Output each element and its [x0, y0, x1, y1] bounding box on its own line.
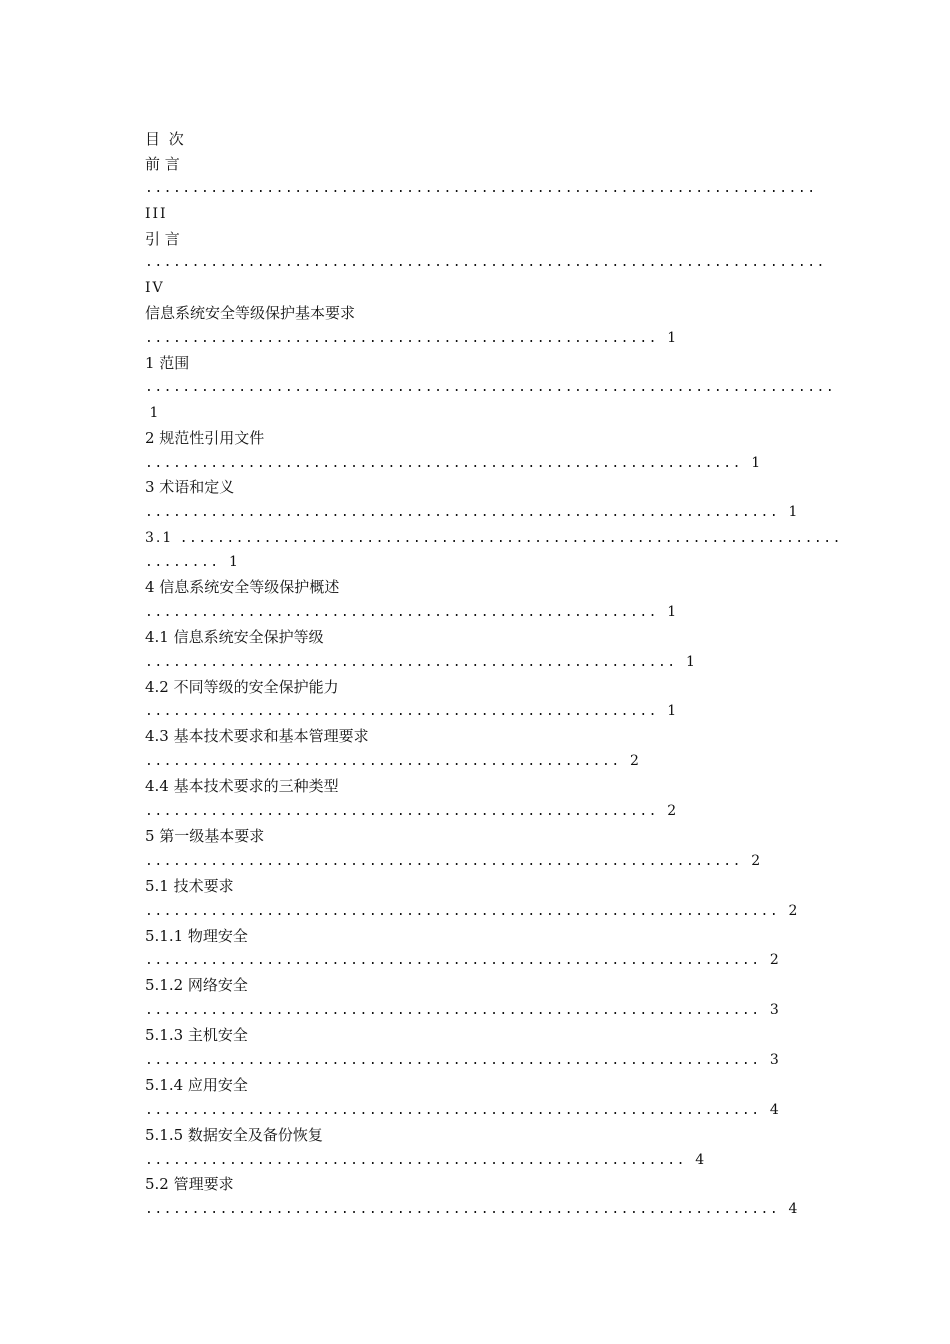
- toc-page-number: 2: [667, 803, 677, 820]
- toc-leader-dots: .........................................................................: [145, 255, 826, 271]
- toc-leader-row: [145, 451, 825, 476]
- toc-page-number: 2: [769, 952, 779, 969]
- toc-entry-title[interactable]: 5 第一级基本要求: [145, 826, 265, 845]
- toc-page-number: 1: [228, 554, 238, 571]
- toc-leader-row: [145, 1148, 825, 1173]
- toc-title: 目 次: [145, 130, 186, 148]
- toc-page-number: III: [145, 205, 168, 222]
- toc-entry-title[interactable]: 5.2 管理要求: [145, 1175, 234, 1194]
- toc-entry-title[interactable]: 前 言: [145, 154, 180, 173]
- toc-page-row: [145, 401, 825, 426]
- toc-entry-title[interactable]: 信息系统安全等级保护基本要求: [145, 304, 356, 323]
- toc-leader-row: [145, 749, 825, 774]
- toc-page-number: 1: [149, 404, 159, 421]
- toc-leader-row: [145, 650, 825, 675]
- toc-leader-row: [145, 550, 825, 575]
- toc-entry-title: 3.1: [145, 530, 180, 547]
- toc-leader-row: [145, 600, 825, 625]
- toc-leader-row: [145, 899, 825, 924]
- toc-page-number: 4: [769, 1101, 779, 1118]
- toc-page-number: 2: [788, 902, 798, 919]
- toc-leader-dots: ...................................................: [145, 754, 621, 770]
- toc-entry-title[interactable]: 4.3 基本技术要求和基本管理要求: [145, 727, 369, 746]
- toc-entry-title[interactable]: 5.1.2 网络安全: [145, 976, 248, 995]
- toc-leader-dots: .........................................................: [145, 654, 677, 670]
- toc-page-number: 4: [695, 1151, 705, 1168]
- toc-leader-dots: ..................................................................: [145, 953, 761, 969]
- toc-leader-dots: ....................................................................: [145, 505, 780, 521]
- toc-leader-row: [145, 500, 825, 525]
- toc-page-number: 1: [788, 504, 798, 521]
- toc-entry-row[interactable]: [145, 525, 842, 550]
- toc-leader-dots: .......................................................................: [179, 531, 842, 547]
- toc-page-number: 2: [751, 852, 761, 869]
- toc-page-number: IV: [145, 280, 165, 297]
- toc-leader-row: [145, 1197, 825, 1222]
- toc-leader-dots: ................................................................: [145, 455, 742, 471]
- toc-leader-dots: .......................................................: [145, 804, 658, 820]
- toc-entry-title[interactable]: 5.1.4 应用安全: [145, 1075, 248, 1094]
- toc-leader-row: [145, 799, 825, 824]
- toc-leader-dots: ..................................................................: [145, 1003, 761, 1019]
- toc-entry-title[interactable]: 5.1.3 主机安全: [145, 1026, 248, 1045]
- toc-entry-title[interactable]: 1 范围: [145, 354, 190, 373]
- toc-entry-title[interactable]: 2 规范性引用文件: [145, 428, 265, 447]
- toc-leader-dots: ..........................................................................: [145, 379, 836, 395]
- toc-leader-dots: ..................................................................: [145, 1102, 761, 1118]
- toc-leader-row: [145, 326, 825, 351]
- toc-page-number: 2: [630, 753, 639, 770]
- toc-leader-row: [145, 1048, 825, 1073]
- toc-entry-title[interactable]: 5.1.5 数据安全及备份恢复: [145, 1125, 323, 1144]
- toc-page-number: 1: [751, 454, 761, 471]
- toc-page-number: 1: [685, 653, 695, 670]
- toc-leader-dots: ....................................................................: [145, 903, 780, 919]
- toc-page-number: 3: [769, 1051, 779, 1068]
- toc-page: [145, 127, 842, 1222]
- toc-entry-title[interactable]: 4.2 不同等级的安全保护能力: [145, 677, 339, 696]
- toc-page-number: 1: [667, 330, 677, 347]
- toc-leader-dots-cont: ........: [145, 555, 220, 571]
- toc-leader-dots: ........................................................................: [145, 180, 817, 196]
- toc-page-number: 3: [769, 1002, 779, 1019]
- toc-page-number: 1: [667, 603, 677, 620]
- toc-leader-dots: ................................................................: [145, 853, 742, 869]
- toc-page-number: 1: [667, 703, 677, 720]
- toc-leader-row: [145, 1098, 825, 1123]
- toc-leader-dots: ....................................................................: [145, 1202, 780, 1218]
- toc-entry-title[interactable]: 3 术语和定义: [145, 478, 235, 497]
- toc-leader-dots: ..................................................................: [145, 1052, 761, 1068]
- toc-leader-dots: .......................................................: [145, 331, 658, 347]
- toc-leader-row: [145, 849, 825, 874]
- toc-entry-title[interactable]: 5.1.1 物理安全: [145, 926, 248, 945]
- toc-entry-title[interactable]: 5.1 技术要求: [145, 876, 234, 895]
- toc-leader-row: [145, 998, 825, 1023]
- toc-leader-row: [145, 948, 825, 973]
- toc-leader-dots: ..........................................................: [145, 1152, 686, 1168]
- toc-leader-dots: .......................................................: [145, 704, 658, 720]
- toc-entry-title[interactable]: 4 信息系统安全等级保护概述: [145, 578, 340, 597]
- toc-leader-dots: .......................................................: [145, 604, 658, 620]
- toc-leader-row: [145, 699, 825, 724]
- toc-entry-title[interactable]: 引 言: [145, 229, 180, 248]
- toc-page-number: 4: [788, 1201, 798, 1218]
- toc-entry-title[interactable]: 4.1 信息系统安全保护等级: [145, 627, 324, 646]
- toc-entry-title[interactable]: 4.4 基本技术要求的三种类型: [145, 777, 339, 796]
